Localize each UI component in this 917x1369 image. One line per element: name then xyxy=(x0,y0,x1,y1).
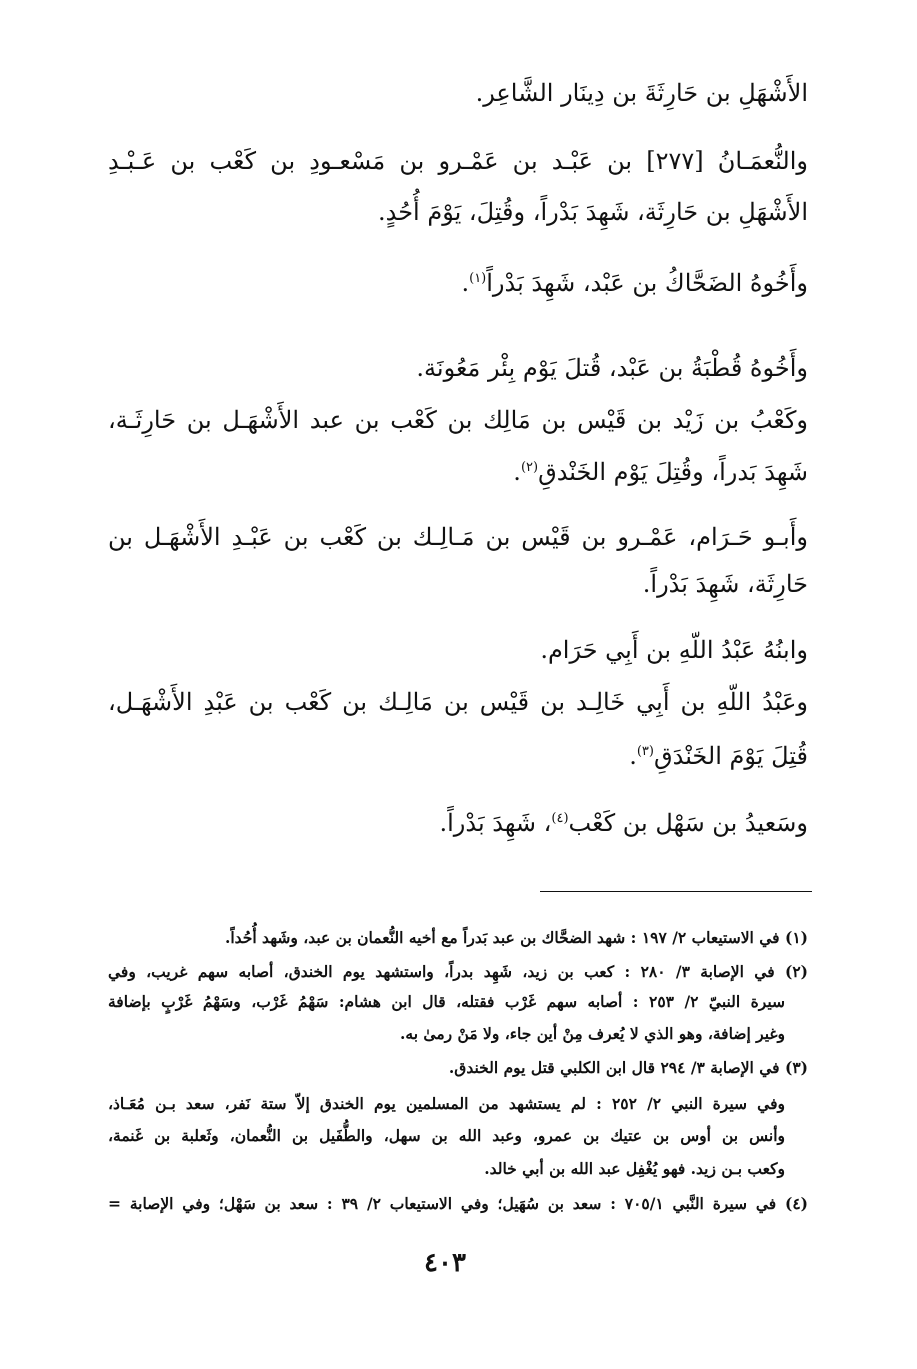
body-line-text: قُتِلَ يَوْمَ الخَنْدَقِ xyxy=(653,742,808,770)
body-line xyxy=(108,735,808,773)
body-line-text: وأَخُوهُ الضَحَّاكُ بن عَبْد، شَهِدَ بَدْراً xyxy=(486,269,808,297)
footnote-ref[interactable]: (١) xyxy=(469,271,487,286)
body-line-end: . xyxy=(629,742,637,770)
body-line: وابنُهُ عَبْدُ اللّهِ بن أَبِي حَرَام. xyxy=(540,636,808,664)
footnote-ref[interactable]: (٢) xyxy=(520,460,539,475)
body-line: الأَشْهَلِ بن حَارِثَة، شَهِدَ بَدْراً، وقُتِلَ، يَوْمَ أُحُدٍ. xyxy=(377,198,808,226)
body-line-end: . xyxy=(513,458,521,486)
footnote-line: وغير إضافة، وهو الذي لا يُعرف مِنْ أين جاء، ولا مَنْ رمىٰ به. xyxy=(400,1024,785,1043)
footnote-line: (٢) في الإصابة ٣/ ٢٨٠ : كعب بن زيد، شَهِد بدراً، واستشهد يوم الخندق، أصابه سهم غريب، وفي xyxy=(108,962,808,981)
footnote-line: وأنس بن أوس بن عتيك بن عمرو، وعبد الله بن سهل، والطُّفَيل بن النُّعمان، وثَعلبة بن غَنمة، xyxy=(108,1126,785,1145)
footnote-divider xyxy=(540,891,812,892)
footnote-line: (٣) في الإصابة ٣/ ٢٩٤ قال ابن الكلبي قتل يوم الخندق. xyxy=(448,1058,808,1077)
body-line: وأَبـو حَـرَام، عَمْـرو بن قَيْس بن مَـالِـك بن كَعْب بن عَبْـدِ الأَشْهَـل بن xyxy=(108,523,808,551)
footnote-ref[interactable]: (٤) xyxy=(551,811,569,826)
footnote-ref[interactable]: (٣) xyxy=(636,744,654,759)
body-line xyxy=(108,262,808,300)
body-line-end: . xyxy=(461,269,470,297)
body-line: وأَخُوهُ قُطْبَةُ بن عَبْد، قُتلَ يَوْم بِئْر مَعُونَة. xyxy=(416,354,808,382)
footnote-line: وفي سيرة النبي ٢/ ٢٥٢ : لم يستشهد من المسلمين يوم الخندق إلاّ ستة نَفر، سعد بـن مُعَـاذ، xyxy=(108,1094,785,1113)
footnote-line: وكعب بـن زيد. فهو يُغْفِل عبد الله بن أبي خالد. xyxy=(484,1159,785,1178)
body-line: الأَشْهَلِ بن حَارِثَةَ بن دِينَار الشَّاعِر. xyxy=(475,79,808,107)
footnote-line: (٤) في سيرة النَّبي ٧٠٥/١ : سعد بن سُهَيل؛ وفي الاستيعاب ٢/ ٣٩ : سعد بن سَهْل؛ وفي الإصابة = xyxy=(108,1194,809,1213)
body-line xyxy=(108,802,808,840)
body-line-text: وسَعيدُ بن سَهْل بن كَعْب xyxy=(568,809,808,837)
body-line xyxy=(108,451,808,489)
footnote-line: سيرة النبيّ ٢/ ٢٥٣ : أصابه سهم غَرْب فقتله، قال ابن هشام: سَهْمُ غَرْب، وسَهْمُ غَرْبٍ بإضافة xyxy=(108,992,786,1011)
page-number: ٤٠٣ xyxy=(424,1248,466,1278)
body-line-text: شَهِدَ بَدراً، وقُتِلَ يَوْم الخَنْدقِ xyxy=(538,458,808,486)
body-line: والنُّعمَـانُ [٢٧٧] بن عَبْـد بن عَمْـرو بن مَسْعـودِ بن كَعْب بن عَـبْـدِ xyxy=(108,147,808,175)
body-line: وعَبْدُ اللّهِ بن أَبِي خَالِـد بن قَيْس بن مَالِـك بن كَعْب بن عَبْدِ الأَشْهَـل، xyxy=(108,688,808,716)
body-line: حَارِثَة، شَهِدَ بَدْراً. xyxy=(642,570,808,598)
body-line: وكَعْبُ بن زَيْد بن قَيْس بن مَالِك بن كَعْب بن عبد الأَشْهَـل بن حَارِثَـة، xyxy=(108,406,808,434)
footnote-line: (١) في الاستيعاب ٢/ ١٩٧ : شهد الضحَّاك بن عبد بَدراً مع أخيه النُّعمان بن عبد، وشَهد أُحُداً. xyxy=(224,928,808,947)
body-line-end: ، شَهِدَ بَدْراً. xyxy=(439,809,552,837)
